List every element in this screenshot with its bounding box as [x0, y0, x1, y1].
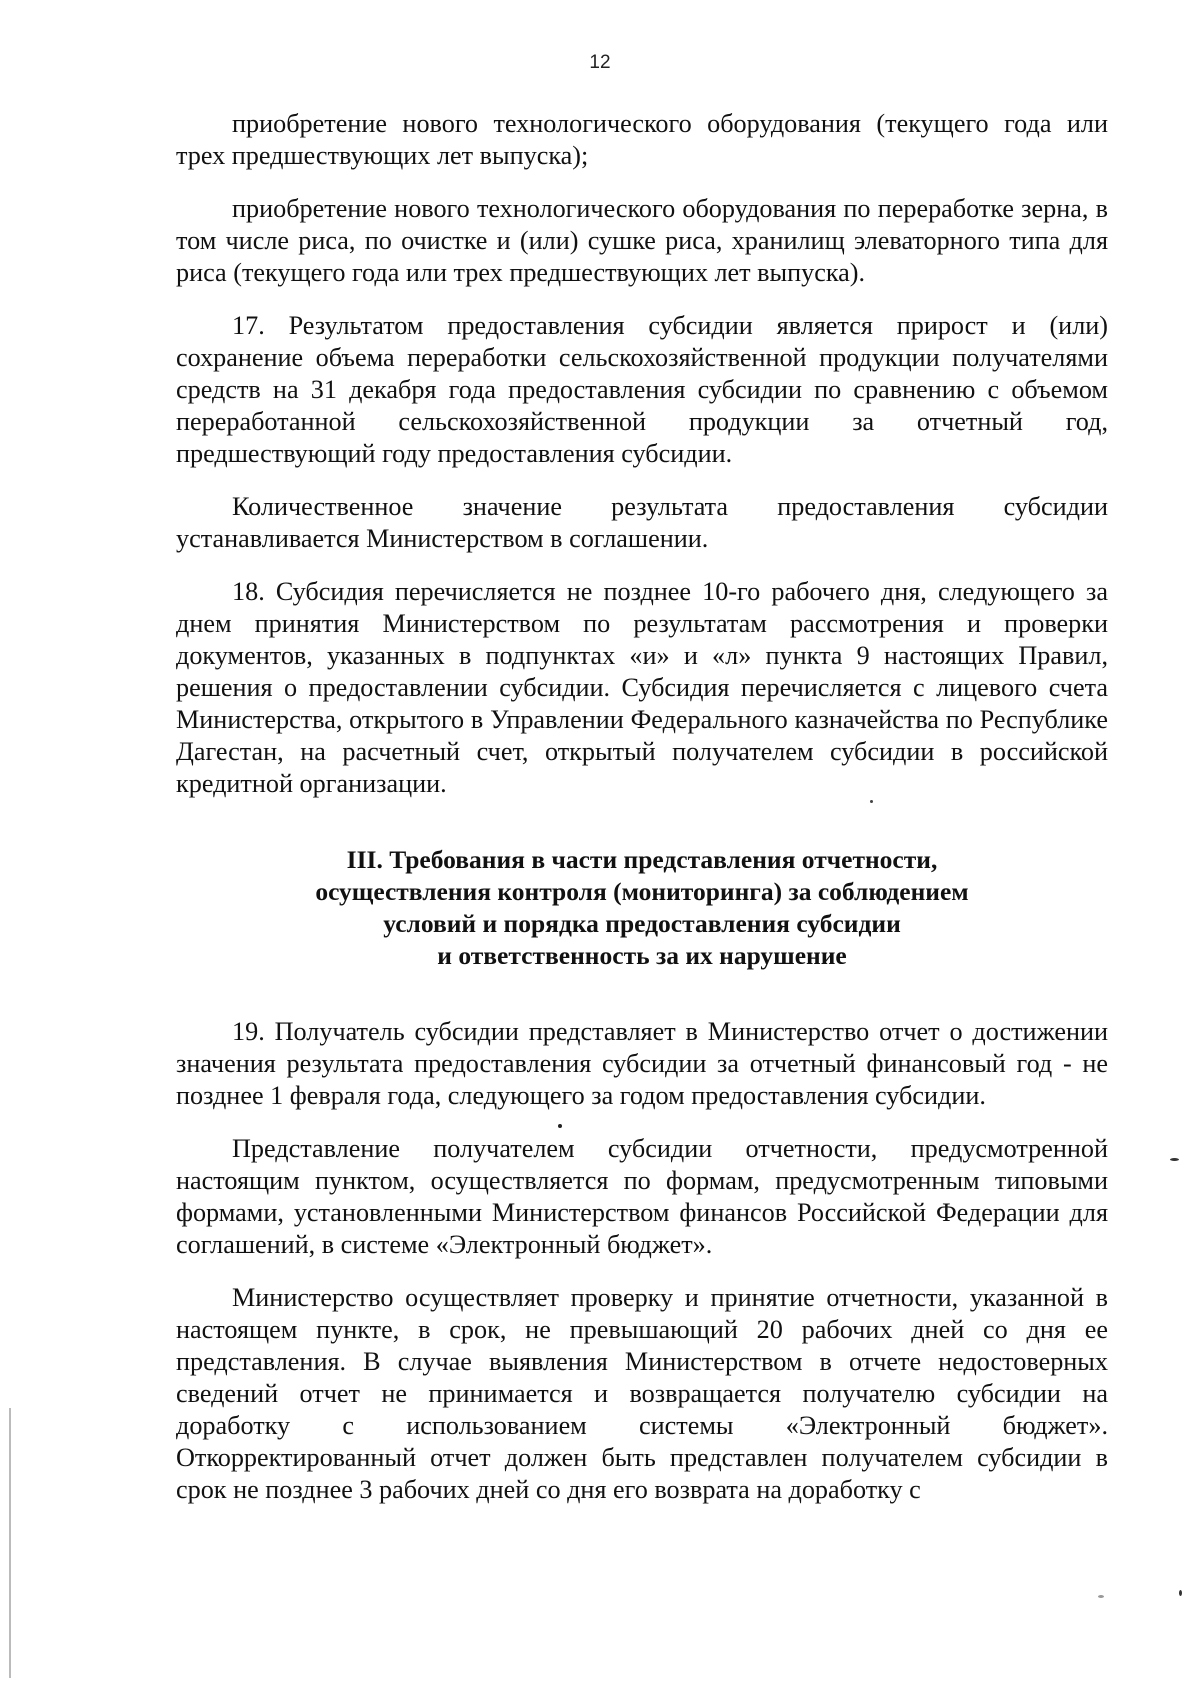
scan-speck — [870, 800, 873, 803]
paragraph-item-19: 19. Получатель субсидии представляет в Министерство отчет о достижении значения результата предоставления субсидии за отчетный финансовый год - не позднее 1 февраля года, следующего за годом предоставления субсидии. — [176, 1017, 1108, 1110]
scan-speck — [1179, 1590, 1182, 1596]
scan-speck — [558, 1124, 562, 1128]
scan-speck — [1170, 1158, 1179, 1161]
section-heading-line: условий и порядка предоставления субсидии — [383, 909, 901, 938]
paragraph-reporting-forms: Представление получателем субсидии отчетности, предусмотренной настоящим пунктом, осуществляется по формам, предусмотренным типовыми формами, установленными Министерством финансов Российской Федерации для соглашений, в системе «Электронный бюджет». — [176, 1134, 1108, 1259]
paragraph-result-value: Количественное значение результата предоставления субсидии устанавливается Министерством в соглашении. — [176, 492, 1108, 553]
scan-speck — [1098, 1595, 1104, 1598]
section-heading-line: осуществления контроля (мониторинга) за соблюдением — [315, 877, 969, 906]
section-heading — [176, 844, 1108, 972]
page-number: 12 — [589, 52, 611, 73]
paragraph-equipment-current: приобретение нового технологического оборудования (текущего года или трех предшествующих лет выпуска); — [176, 109, 1108, 170]
section-heading-line: III. Требования в части представления отчетности, — [346, 845, 938, 874]
document-body — [176, 108, 1108, 1527]
paragraph-report-verification: Министерство осуществляет проверку и принятие отчетности, указанной в настоящем пункте, в срок, не превышающий 20 рабочих дней со дня ее представления. В случае выявления Министерством в отчете недостоверных сведений отчет не принимается и возвращается получателю субсидии на доработку с использованием системы «Электронный бюджет». Откорректированный отчет должен быть представлен получателем субсидии в срок не позднее 3 рабочих дней со дня его возврата на доработку с — [176, 1283, 1108, 1504]
paragraph-item-17: 17. Результатом предоставления субсидии является прирост и (или) сохранение объема переработки сельскохозяйственной продукции получателями средств на 31 декабря года предоставления субсидии по сравнению с объемом переработанной сельскохозяйственной продукции за отчетный год, предшествующий году предоставления субсидии. — [176, 311, 1108, 468]
section-heading-line: и ответственность за их нарушение — [437, 941, 847, 970]
paragraph-equipment-grain: приобретение нового технологического оборудования по переработке зерна, в том числе риса, по очистке и (или) сушке риса, хранилищ элеваторного типа для риса (текущего года или трех предшествующих лет выпуска). — [176, 194, 1108, 287]
scan-edge-line — [9, 1408, 11, 1678]
paragraph-item-18: 18. Субсидия перечисляется не позднее 10-го рабочего дня, следующего за днем принятия Министерством по результатам рассмотрения и проверки документов, указанных в подпунктах «и» и «л» пункта 9 настоящих Правил, решения о предоставлении субсидии. Субсидия перечисляется с лицевого счета Министерства, открытого в Управлении Федерального казначейства по Республике Дагестан, на расчетный счет, открытый получателем субсидии в российской кредитной организации. — [176, 577, 1108, 798]
